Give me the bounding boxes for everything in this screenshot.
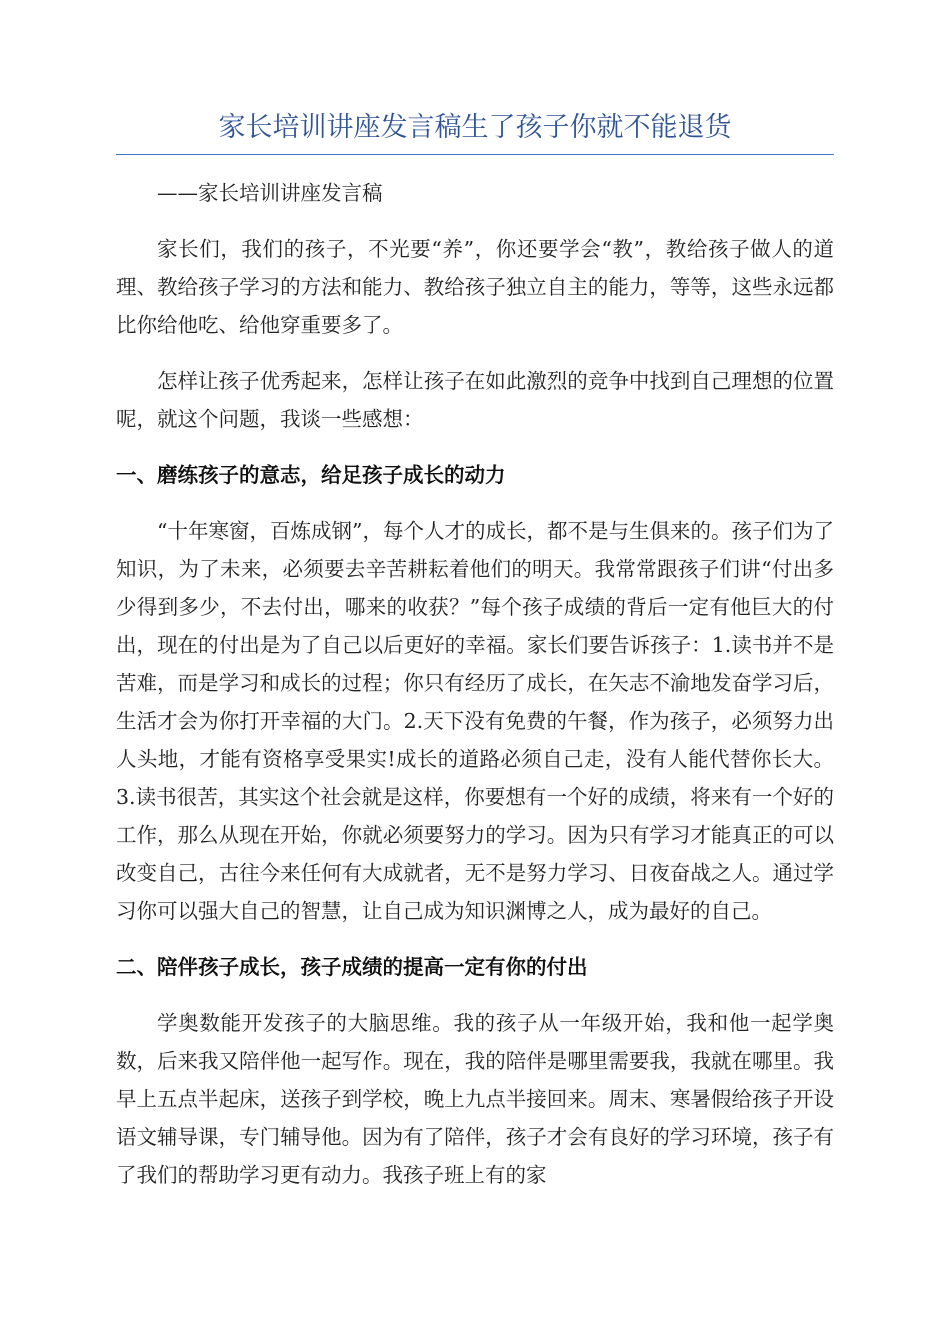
document-body — [116, 174, 834, 1212]
title-underline — [116, 154, 834, 155]
intro-paragraph-1: 家长们，我们的孩子，不光要“养”，你还要学会“教”，教给孩子做人的道理、教给孩子学习的方法和能力、教给孩子独立自主的能力，等等，这些永远都比你给他吃、给他穿重要多了。 — [116, 237, 834, 337]
section-1-paragraph: “十年寒窗，百炼成钢”，每个人才的成长，都不是与生俱来的。孩子们为了知识，为了未来，必须要去辛苦耕耘着他们的明天。我常常跟孩子们讲“付出多少得到多少，不去付出，哪来的收获？”每个孩子成绩的背后一定有他巨大的付出，现在的付出是为了自己以后更好的幸福。家长们要告诉孩子：1.读书并不是苦难，而是学习和成长的过程；你只有经历了成长，在矢志不渝地发奋学习后，生活才会为你打开幸福的大门。2.天下没有免费的午餐，作为孩子，必须努力出人头地，才能有资格享受果实!成长的道路必须自己走，没有人能代替你长大。3.读书很苦，其实这个社会就是这样，你要想有一个好的成绩，将来有一个好的工作，那么从现在开始，你就必须要努力的学习。因为只有学习才能真正的可以改变自己，古往今来任何有大成就者，无不是努力学习、日夜奋战之人。通过学习你可以强大自己的智慧，让自己成为知识渊博之人，成为最好的自己。 — [116, 519, 834, 923]
document-title: 家长培训讲座发言稿生了孩子你就不能退货 — [218, 112, 732, 143]
section-2-paragraph: 学奥数能开发孩子的大脑思维。我的孩子从一年级开始，我和他一起学奥数，后来我又陪伴他一起写作。现在，我的陪伴是哪里需要我，我就在哪里。我早上五点半起床，送孩子到学校，晚上九点半接回来。周末、寒暑假给孩子开设语文辅导课，专门辅导他。因为有了陪伴，孩子才会有良好的学习环境，孩子有了我们的帮助学习更有动力。我孩子班上有的家 — [116, 1011, 834, 1187]
section-2-heading: 二、陪伴孩子成长，孩子成绩的提高一定有你的付出 — [116, 955, 588, 979]
intro-paragraph-2: 怎样让孩子优秀起来，怎样让孩子在如此激烈的竞争中找到自己理想的位置呢，就这个问题，我谈一些感想： — [116, 369, 834, 431]
document-subtitle: ——家长培训讲座发言稿 — [157, 181, 383, 205]
section-1-heading: 一、磨练孩子的意志，给足孩子成长的动力 — [116, 463, 506, 487]
